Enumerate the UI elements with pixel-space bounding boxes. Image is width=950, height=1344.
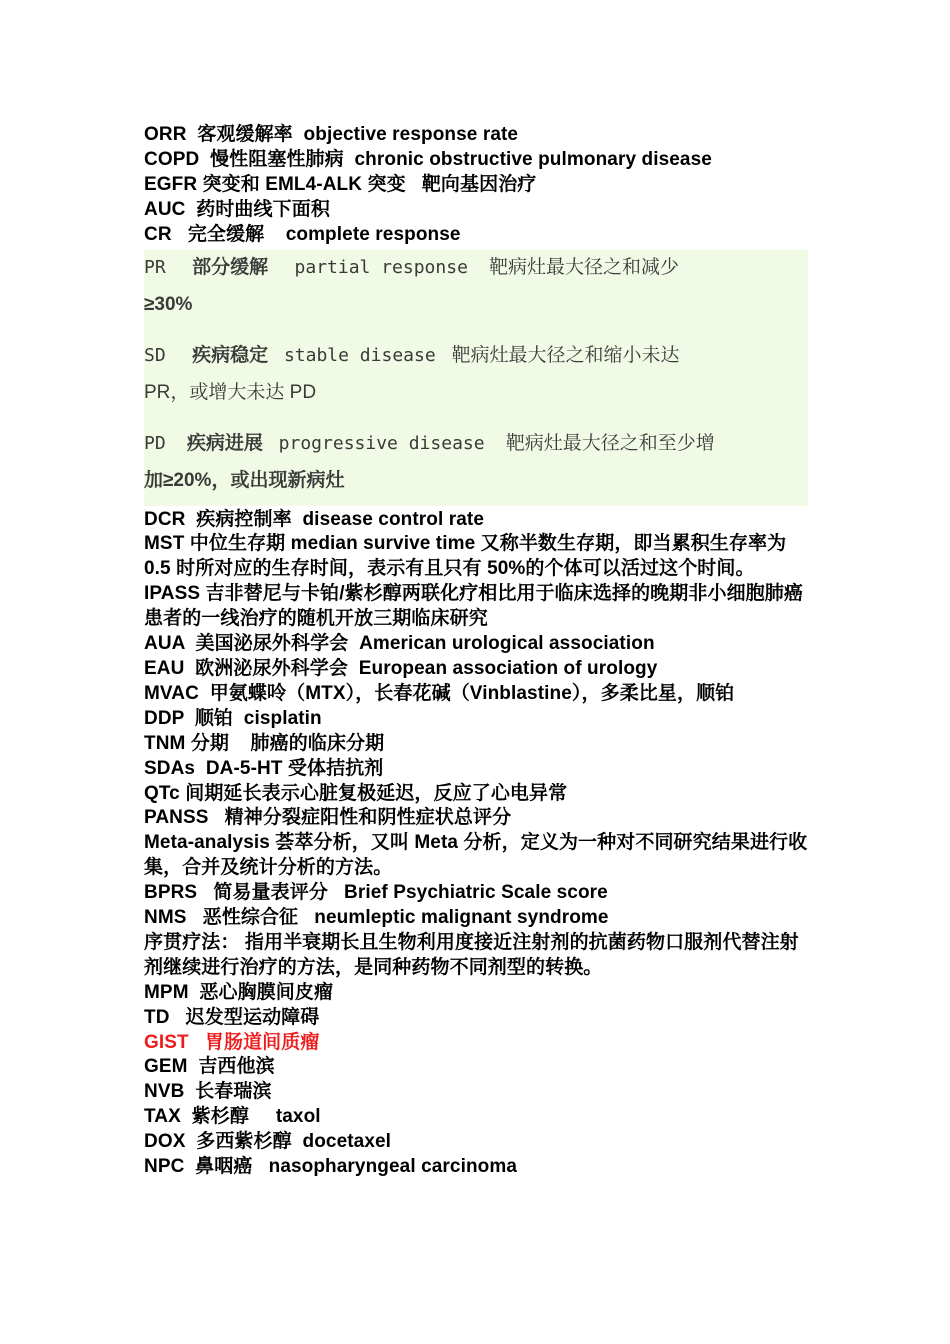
pd-desc: 靶病灶最大径之和至少增 [505, 432, 715, 454]
term-dcr: DCR 疾病控制率 disease control rate [144, 508, 484, 530]
pd-en: progressive disease [278, 432, 485, 454]
term-npc: NPC 鼻咽癌 nasopharyngeal carcinoma [144, 1156, 518, 1178]
pr-abbr: PR [144, 256, 166, 278]
sd-en: stable disease [283, 344, 436, 366]
term-sd-line2 [144, 375, 808, 412]
term-sdas: SDAs DA-5-HT 受体拮抗剂 [144, 757, 384, 779]
term-sd-line1 [144, 338, 808, 375]
term-sequential-therapy: 序贯疗法： 指用半衰期长且生物利用度接近注射剂的抗菌药物口服剂代替注射剂继续进行治疗的方法，是同种药物不同剂型的转换。 [144, 931, 799, 978]
sd-desc-cont: PR，或增大未达 PD [144, 381, 317, 403]
term-mvac: MVAC 甲氨蝶呤（MTX），长春花碱（Vinblastine），多柔比星，顺铂 [144, 682, 735, 704]
term-nms: NMS 恶性综合征 neumleptic malignant syndrome [144, 907, 609, 929]
term-bprs: BPRS 简易量表评分 Brief Psychiatric Scale score [144, 882, 608, 904]
term-pr-line2 [144, 287, 808, 324]
term-dox: DOX 多西紫杉醇 docetaxel [144, 1131, 392, 1153]
term-egfr: EGFR 突变和 EML4-ALK 突变 靶向基因治疗 [144, 173, 537, 195]
term-pd-line1 [144, 426, 808, 463]
term-pd-line2 [144, 463, 808, 500]
response-criteria-block [144, 250, 808, 506]
pr-cn: 部分缓解 [192, 256, 269, 278]
term-qtc: QTc 间期延长表示心脏复极延迟，反应了心电异常 [144, 782, 568, 804]
pd-desc-cont: 加≥20%，或出现新病灶 [144, 469, 345, 491]
term-meta-analysis: Meta-analysis 荟萃分析，又叫 Meta 分析，定义为一种对不同研究结果进行收集，合并及统计分析的方法。 [144, 832, 808, 879]
term-cr: CR 完全缓解 complete response [144, 223, 461, 245]
pd-abbr: PD [144, 432, 166, 454]
sd-desc: 靶病灶最大径之和缩小未达 [451, 344, 680, 366]
term-ipass: IPASS 吉非替尼与卡铂/紫杉醇两联化疗相比用于临床选择的晚期非小细胞肺癌患者的一线治疗的随机开放三期临床研究 [144, 583, 803, 630]
term-orr: ORR 客观缓解率 objective response rate [144, 124, 519, 145]
term-mst: MST 中位生存期 median survive time 又称半数生存期，即当累积生存率为 0.5 时所对应的生存时间，表示有且只有 50%的个体可以活过这个时间。 [144, 533, 787, 580]
term-copd: COPD 慢性阻塞性肺病 chronic obstructive pulmonary disease [144, 148, 712, 170]
term-nvb: NVB 长春瑞滨 [144, 1081, 272, 1103]
term-pr-line1 [144, 250, 808, 287]
term-ddp: DDP 顺铂 cisplatin [144, 707, 322, 729]
term-panss: PANSS 精神分裂症阳性和阴性症状总评分 [144, 807, 512, 829]
term-gem: GEM 吉西他滨 [144, 1056, 275, 1078]
term-aua: AUA 美国泌尿外科学会 American urological association [144, 633, 655, 655]
sd-abbr: SD [144, 344, 166, 366]
term-tax: TAX 紫杉醇 taxol [144, 1106, 321, 1128]
pr-en: partial response [294, 256, 468, 278]
term-td: TD 迟发型运动障碍 [144, 1006, 320, 1028]
pr-desc: 靶病灶最大径之和减少 [489, 256, 680, 278]
pd-cn: 疾病进展 [186, 432, 263, 454]
document-page [144, 123, 808, 1180]
term-tnm: TNM 分期 肺癌的临床分期 [144, 732, 385, 754]
pr-desc-cont: ≥30% [144, 293, 193, 315]
term-auc: AUC 药时曲线下面积 [144, 198, 330, 220]
term-mpm: MPM 恶心胸膜间皮瘤 [144, 981, 334, 1003]
sd-cn: 疾病稳定 [192, 344, 269, 366]
term-gist: GIST 胃肠道间质瘤 [144, 1031, 320, 1053]
term-eau: EAU 欧洲泌尿外科学会 European association of urology [144, 657, 658, 679]
